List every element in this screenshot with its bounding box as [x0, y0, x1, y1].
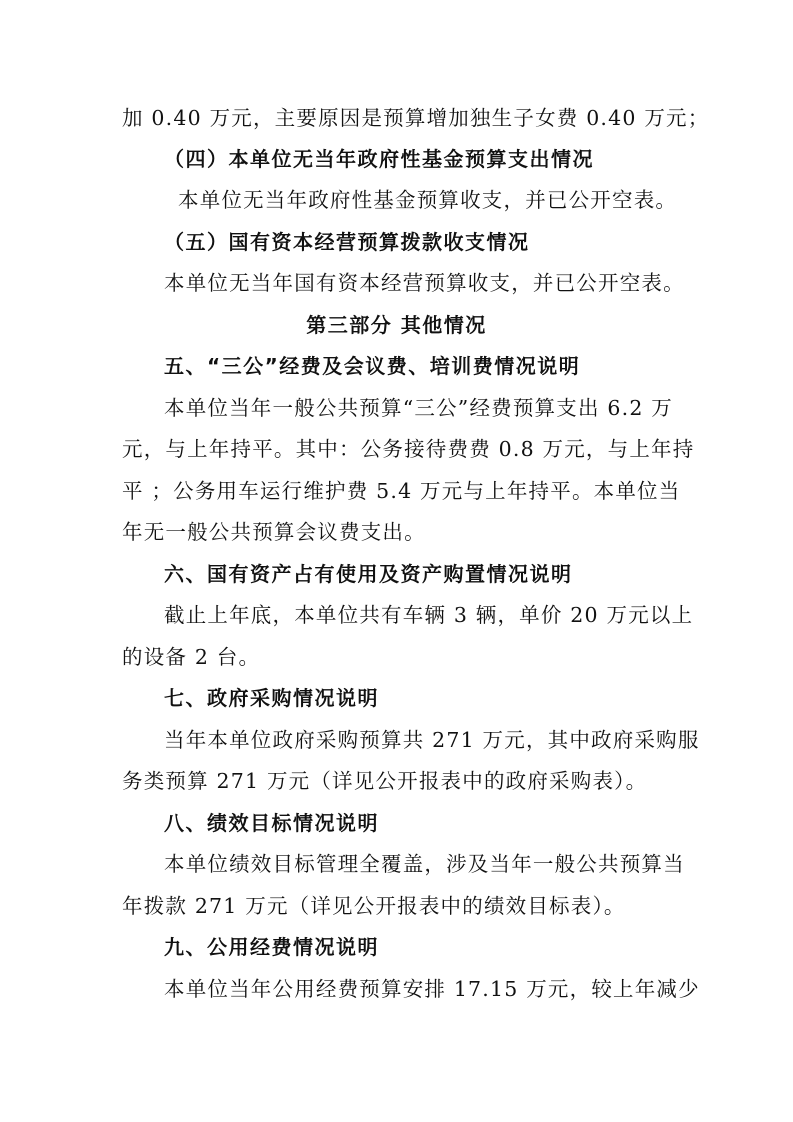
- paragraph-line: 平 ；公务用车运行维护费 5.4 万元与上年持平。本单位当: [122, 479, 681, 503]
- paragraph-line: 本单位无当年国有资本经营预算收支，并已公开空表。: [164, 271, 685, 295]
- part-title: 第三部分 其他情况: [306, 313, 487, 337]
- paragraph-line: 截止上年底，本单位共有车辆 3 辆，单价 20 万元以上: [164, 603, 694, 627]
- section-heading: （四）本单位无当年政府性基金预算支出情况: [164, 147, 594, 171]
- paragraph-line: 年无一般公共预算会议费支出。: [122, 520, 426, 544]
- paragraph-line: 本单位当年公用经费预算安排 17.15 万元，较上年减少: [164, 977, 700, 1001]
- paragraph-line: 元，与上年持平。其中：公务接待费费 0.8 万元，与上年持: [122, 437, 695, 461]
- section-heading: （五）国有资本经营预算拨款收支情况: [164, 230, 530, 254]
- section-heading: 五、“三公”经费及会议费、培训费情况说明: [164, 354, 581, 378]
- paragraph-line: 当年本单位政府采购预算共 271 万元，其中政府采购服: [164, 728, 700, 752]
- paragraph-line: 本单位无当年政府性基金预算收支，并已公开空表。: [178, 188, 678, 212]
- paragraph-line: 加 0.40 万元，主要原因是预算增加独生子女费 0.40 万元；: [122, 106, 710, 130]
- paragraph-line: 的设备 2 台。: [122, 645, 261, 669]
- paragraph-line: 年拨款 271 万元（详见公开报表中的绩效目标表）。: [122, 894, 626, 918]
- section-heading: 八、绩效目标情况说明: [164, 811, 379, 835]
- paragraph-line: 本单位绩效目标管理全覆盖，涉及当年一般公共预算当: [164, 852, 685, 876]
- section-heading: 九、公用经费情况说明: [164, 935, 379, 959]
- paragraph-line: 本单位当年一般公共预算“三公”经费预算支出 6.2 万: [164, 396, 673, 420]
- section-heading: 六、国有资产占有使用及资产购置情况说明: [164, 562, 573, 586]
- paragraph-line: 务类预算 271 万元（详见公开报表中的政府采购表）。: [122, 769, 648, 793]
- section-heading: 七、政府采购情况说明: [164, 686, 379, 710]
